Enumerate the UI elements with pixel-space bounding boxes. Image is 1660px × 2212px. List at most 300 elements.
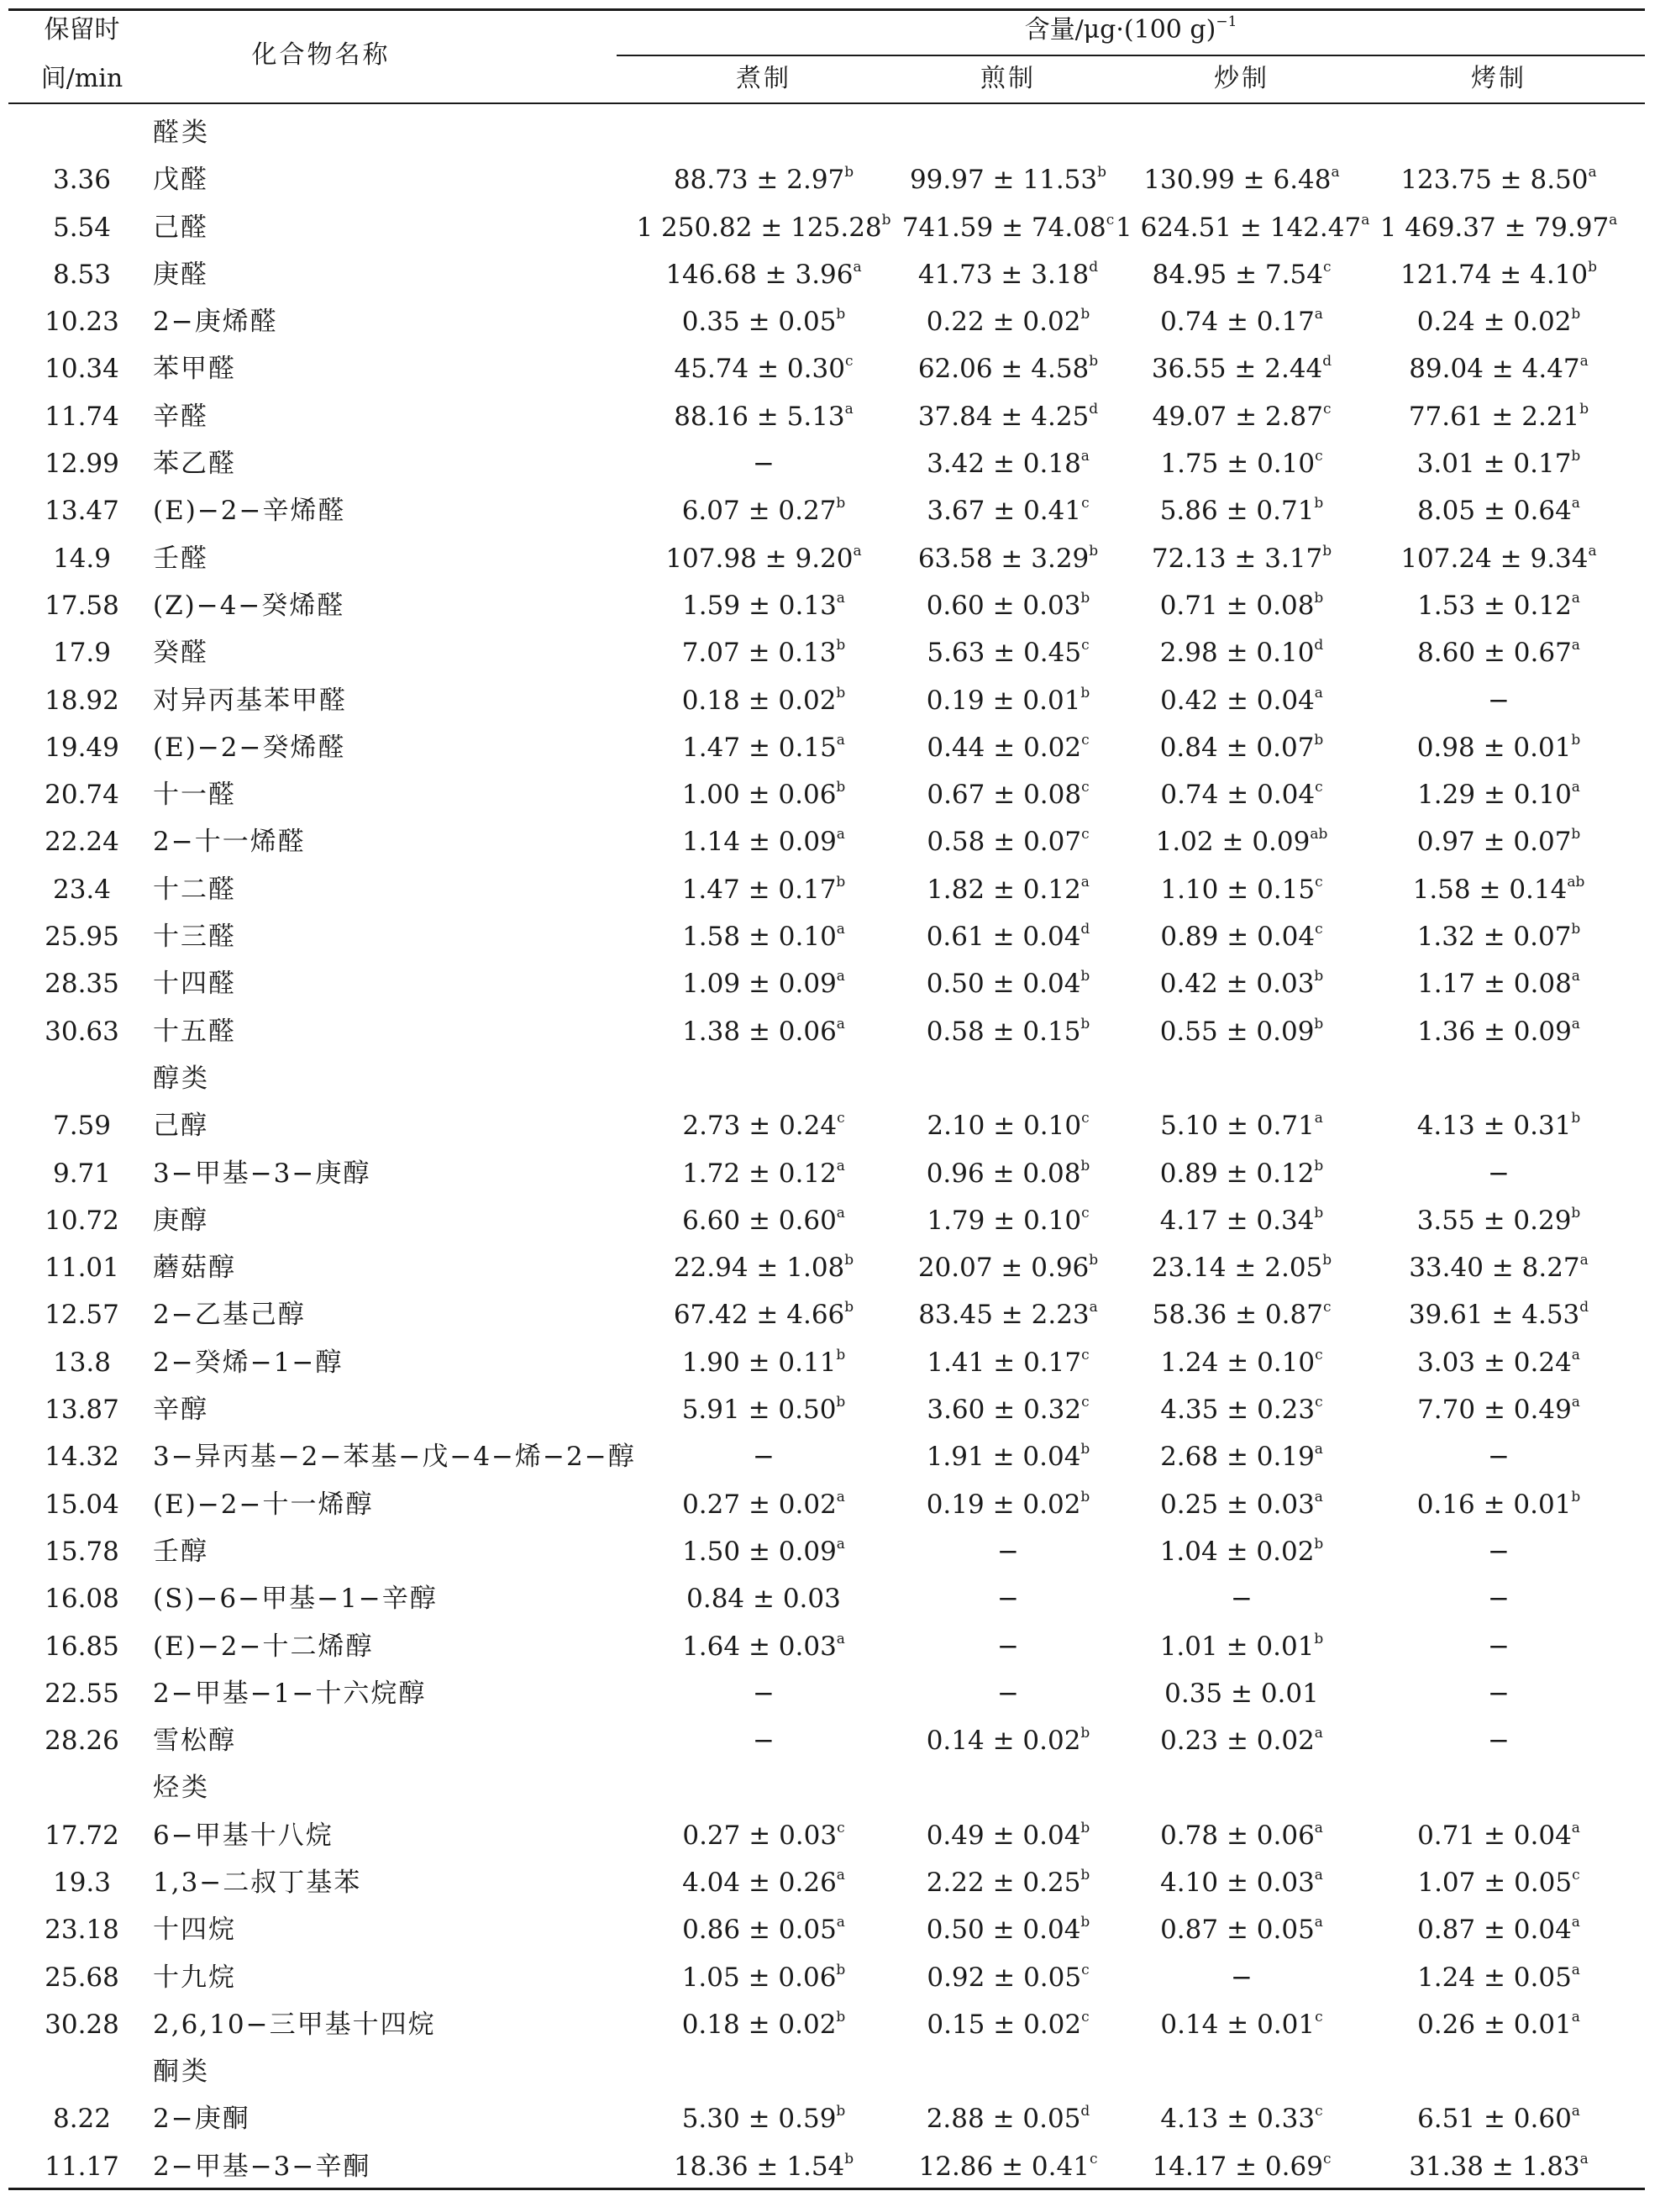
value-boiled xyxy=(617,204,911,251)
compound-name: (E)−2−十一烯醇 xyxy=(153,1489,374,1520)
value-text: 1.05 ± 0.06 xyxy=(681,1962,837,1993)
retention-time: 18.92 xyxy=(45,685,119,716)
significance-letter: a xyxy=(836,1157,845,1174)
compound-name: (E)−2−十二烯醇 xyxy=(153,1631,374,1662)
value-text: 0.26 ± 0.01 xyxy=(1417,2009,1572,2040)
table-row xyxy=(8,1812,1645,1859)
retention-time: 11.17 xyxy=(45,2151,119,2182)
value-stir-fried xyxy=(1116,771,1368,818)
value-stir-fried xyxy=(1116,724,1368,771)
value-text: 1.47 ± 0.17 xyxy=(681,874,837,905)
significance-letter: b xyxy=(836,873,846,891)
value-text: − xyxy=(1488,1678,1510,1709)
value-text: 45.74 ± 0.30 xyxy=(674,354,845,385)
value-text: 1.79 ± 0.10 xyxy=(927,1205,1082,1236)
value-text: 0.58 ± 0.07 xyxy=(927,827,1082,858)
value-stir-fried xyxy=(1116,1197,1368,1244)
significance-letter: a xyxy=(1588,542,1597,560)
significance-letter: a xyxy=(1571,1394,1580,1411)
value-text: − xyxy=(1231,1962,1253,1993)
table-row xyxy=(8,1859,1645,1906)
compound-name: 苯乙醛 xyxy=(153,449,236,480)
value-text: 1.64 ± 0.03 xyxy=(682,1631,837,1662)
value-text: 1.24 ± 0.05 xyxy=(1417,1962,1572,1993)
significance-letter: b xyxy=(1080,1157,1090,1174)
compound-name: 十四烷 xyxy=(153,1915,236,1946)
value-text: 1.72 ± 0.12 xyxy=(682,1158,837,1189)
value-boiled xyxy=(617,1859,911,1906)
significance-letter: a xyxy=(836,1630,845,1647)
significance-letter: a xyxy=(1571,495,1580,512)
value-roasted xyxy=(1353,345,1645,392)
value-boiled xyxy=(617,1291,911,1338)
significance-letter: b xyxy=(836,1346,846,1363)
value-text: − xyxy=(1488,1584,1510,1615)
value-text: 83.45 ± 2.23 xyxy=(918,1300,1090,1331)
value-text: 4.13 ± 0.33 xyxy=(1160,2104,1316,2135)
value-text: 5.63 ± 0.45 xyxy=(927,638,1082,669)
significance-letter: a xyxy=(1588,164,1597,181)
value-text: 1.38 ± 0.06 xyxy=(682,1016,837,1047)
value-text: 0.42 ± 0.04 xyxy=(1160,685,1315,716)
value-pan-fried xyxy=(882,1528,1134,1575)
table-row xyxy=(8,298,1645,345)
value-boiled xyxy=(617,1339,911,1386)
table-row xyxy=(8,1528,1645,1575)
significance-letter: b xyxy=(1080,1015,1090,1032)
value-text: − xyxy=(997,1584,1019,1615)
value-pan-fried xyxy=(882,866,1134,913)
category-row xyxy=(8,2048,1645,2095)
value-pan-fried xyxy=(882,440,1134,487)
value-boiled xyxy=(617,487,911,534)
value-text: 88.73 ± 2.97 xyxy=(673,165,845,196)
value-text: 62.06 ± 4.58 xyxy=(917,354,1090,385)
value-text: 5.86 ± 0.71 xyxy=(1159,496,1315,527)
significance-letter: a xyxy=(836,1866,845,1884)
significance-letter: c xyxy=(1315,1346,1323,1363)
retention-time: 13.8 xyxy=(52,1347,112,1378)
value-stir-fried xyxy=(1116,487,1368,534)
compound-name: 2−庚酮 xyxy=(153,2104,250,2135)
significance-letter: c xyxy=(1315,779,1323,796)
value-pan-fried xyxy=(882,913,1134,960)
value-roasted xyxy=(1353,1481,1645,1528)
value-text: 0.44 ± 0.02 xyxy=(927,732,1082,763)
significance-letter: a xyxy=(1571,779,1580,796)
value-text: 0.58 ± 0.15 xyxy=(926,1016,1081,1047)
value-pan-fried xyxy=(882,724,1134,771)
compound-name: 2−庚烯醛 xyxy=(153,307,278,338)
value-stir-fried xyxy=(1116,204,1368,251)
retention-time: 8.22 xyxy=(52,2104,112,2135)
value-pan-fried xyxy=(882,393,1134,440)
table-row xyxy=(8,818,1645,865)
compound-name: 戊醛 xyxy=(153,165,208,196)
significance-letter: a xyxy=(836,1914,845,1931)
header-compound-name: 化合物名称 xyxy=(251,40,391,70)
content-sub-rule xyxy=(617,55,1645,56)
retention-time: 30.63 xyxy=(45,1016,119,1047)
value-text: − xyxy=(997,1631,1019,1662)
category-row xyxy=(8,1055,1645,1102)
value-roasted xyxy=(1353,913,1645,960)
category-label: 酮类 xyxy=(153,2057,210,2088)
table-row xyxy=(8,1481,1645,1528)
value-pan-fried xyxy=(882,487,1134,534)
significance-letter: c xyxy=(1081,495,1090,512)
significance-letter: a xyxy=(1579,2150,1589,2167)
value-text: 1.58 ± 0.14 xyxy=(1412,874,1568,905)
retention-time: 17.9 xyxy=(52,638,112,669)
value-pan-fried xyxy=(882,298,1134,345)
significance-letter: a xyxy=(1571,1819,1580,1836)
significance-letter: b xyxy=(1571,1110,1581,1127)
significance-letter: a xyxy=(1571,1015,1580,1032)
value-text: 0.84 ± 0.03 xyxy=(686,1584,841,1615)
value-pan-fried xyxy=(882,1812,1134,1859)
value-text: 0.23 ± 0.02 xyxy=(1160,1726,1315,1757)
significance-letter: c xyxy=(1081,637,1090,654)
value-roasted xyxy=(1353,1812,1645,1859)
value-pan-fried xyxy=(882,582,1134,629)
value-text: 1.17 ± 0.08 xyxy=(1417,969,1572,1000)
retention-time: 28.35 xyxy=(45,969,119,1000)
value-text: 3.67 ± 0.41 xyxy=(927,496,1082,527)
value-text: 36.55 ± 2.44 xyxy=(1151,354,1323,385)
value-stir-fried xyxy=(1116,1150,1368,1197)
value-text: 0.87 ± 0.05 xyxy=(1160,1915,1315,1946)
significance-letter: d xyxy=(1080,2103,1090,2120)
value-text: − xyxy=(1231,1584,1253,1615)
significance-letter: b xyxy=(1579,400,1589,418)
value-stir-fried xyxy=(1116,1859,1368,1906)
value-text: 12.86 ± 0.41 xyxy=(918,2151,1090,2182)
table-row xyxy=(8,1623,1645,1670)
compound-name: 2−甲基−1−十六烷醇 xyxy=(153,1678,427,1709)
table-row xyxy=(8,866,1645,913)
category-label: 烃类 xyxy=(153,1773,210,1804)
retention-time: 28.26 xyxy=(45,1726,119,1757)
retention-time: 25.95 xyxy=(45,922,119,953)
value-stir-fried xyxy=(1116,1812,1368,1859)
value-boiled xyxy=(617,393,911,440)
value-text: 4.13 ± 0.31 xyxy=(1416,1111,1572,1142)
compound-name: 十三醛 xyxy=(153,922,236,953)
value-text: 1.50 ± 0.09 xyxy=(682,1536,837,1567)
value-text: 123.75 ± 8.50 xyxy=(1400,165,1589,196)
significance-letter: c xyxy=(1081,1394,1090,1411)
value-boiled xyxy=(617,629,911,676)
retention-time: 8.53 xyxy=(52,259,112,290)
compound-name: 庚醇 xyxy=(153,1205,208,1236)
significance-letter: b xyxy=(1080,589,1090,607)
value-boiled xyxy=(617,582,911,629)
value-pan-fried xyxy=(882,1339,1134,1386)
significance-letter: b xyxy=(1080,684,1090,701)
significance-letter: a xyxy=(1571,968,1580,985)
significance-letter: a xyxy=(1571,1914,1580,1931)
value-roasted xyxy=(1353,440,1645,487)
value-stir-fried xyxy=(1116,440,1368,487)
value-roasted xyxy=(1353,1859,1645,1906)
value-text: 2.10 ± 0.10 xyxy=(927,1111,1082,1142)
value-text: 0.71 ± 0.08 xyxy=(1159,590,1315,621)
significance-letter: c xyxy=(1315,2008,1323,2025)
retention-time: 13.87 xyxy=(45,1395,119,1426)
significance-letter: a xyxy=(1314,1819,1323,1836)
significance-letter: a xyxy=(1089,1299,1098,1316)
value-text: − xyxy=(997,1678,1019,1709)
value-text: 4.04 ± 0.26 xyxy=(682,1867,837,1898)
significance-letter: b xyxy=(1314,968,1324,985)
value-text: 1.47 ± 0.15 xyxy=(682,732,837,763)
table-row xyxy=(8,393,1645,440)
header-rt-line2: 间/min xyxy=(40,64,123,93)
retention-time: 19.49 xyxy=(45,732,119,763)
value-stir-fried xyxy=(1116,1623,1368,1670)
retention-time: 12.99 xyxy=(45,449,119,480)
significance-letter: d xyxy=(1579,1299,1589,1316)
value-text: 58.36 ± 0.87 xyxy=(1152,1300,1323,1331)
value-stir-fried xyxy=(1116,1575,1368,1622)
value-stir-fried xyxy=(1116,1906,1368,1953)
value-roasted xyxy=(1353,1339,1645,1386)
table-row xyxy=(8,1102,1645,1149)
value-text: 0.50 ± 0.04 xyxy=(926,969,1081,1000)
compound-name: 十四醛 xyxy=(153,969,236,1000)
compound-name: 十一醛 xyxy=(153,780,236,811)
compound-name: 3−甲基−3−庚醇 xyxy=(153,1158,371,1189)
significance-letter: c xyxy=(1322,400,1332,418)
value-stir-fried xyxy=(1116,1291,1368,1338)
category-label: 醛类 xyxy=(153,118,210,148)
significance-letter: b xyxy=(1080,1819,1090,1836)
retention-time: 11.74 xyxy=(45,401,119,432)
value-pan-fried xyxy=(882,345,1134,392)
significance-letter: b xyxy=(1089,353,1099,370)
value-text: 0.24 ± 0.02 xyxy=(1416,307,1572,338)
value-stir-fried xyxy=(1116,1102,1368,1149)
value-text: 31.38 ± 1.83 xyxy=(1409,2151,1580,2182)
value-roasted xyxy=(1353,1954,1645,2001)
table-row xyxy=(8,677,1645,724)
value-stir-fried xyxy=(1116,298,1368,345)
significance-letter: c xyxy=(1315,921,1323,938)
value-roasted xyxy=(1353,1670,1645,1717)
significance-letter: b xyxy=(836,495,846,512)
value-text: 107.24 ± 9.34 xyxy=(1400,543,1589,574)
significance-letter: b xyxy=(1314,731,1324,749)
value-roasted xyxy=(1353,582,1645,629)
table-row xyxy=(8,156,1645,203)
compound-name: 2−十一烯醛 xyxy=(153,827,306,858)
table-row xyxy=(8,1244,1645,1291)
retention-time: 10.23 xyxy=(45,307,119,338)
retention-time: 16.08 xyxy=(45,1584,119,1615)
value-text: 1.00 ± 0.06 xyxy=(681,780,837,811)
value-boiled xyxy=(617,298,911,345)
significance-letter: c xyxy=(1322,1299,1332,1316)
value-text: 2.73 ± 0.24 xyxy=(682,1111,838,1142)
significance-letter: b xyxy=(844,164,854,181)
compound-name: 2−癸烯−1−醇 xyxy=(153,1347,344,1378)
significance-letter: a xyxy=(853,542,862,560)
significance-letter: c xyxy=(1322,2150,1332,2167)
significance-letter: a xyxy=(844,400,854,418)
retention-time: 25.68 xyxy=(45,1962,119,1993)
value-text: 1 250.82 ± 125.28 xyxy=(636,212,882,243)
value-boiled xyxy=(617,2095,911,2142)
value-text: 88.16 ± 5.13 xyxy=(674,401,845,432)
value-text: 146.68 ± 3.96 xyxy=(665,259,854,290)
compound-name: 蘑菇醇 xyxy=(153,1253,236,1284)
table-row xyxy=(8,1575,1645,1622)
value-text: 0.27 ± 0.03 xyxy=(682,1820,838,1851)
significance-letter: c xyxy=(1315,1394,1323,1411)
value-text: 1.09 ± 0.09 xyxy=(682,969,837,1000)
significance-letter: b xyxy=(836,306,846,323)
compound-name: 辛醇 xyxy=(153,1395,208,1426)
significance-letter: b xyxy=(1080,1725,1090,1742)
value-text: 3.42 ± 0.18 xyxy=(927,449,1081,480)
value-stir-fried xyxy=(1116,1481,1368,1528)
value-roasted xyxy=(1353,1150,1645,1197)
value-boiled xyxy=(617,1717,911,1764)
value-text: − xyxy=(1488,1158,1510,1189)
significance-letter: b xyxy=(844,1252,854,1269)
significance-letter: a xyxy=(1571,1346,1580,1363)
retention-time: 19.3 xyxy=(52,1867,112,1898)
value-text: − xyxy=(753,1726,775,1757)
value-boiled xyxy=(617,960,911,1007)
significance-letter: b xyxy=(1314,1630,1324,1647)
value-text: 1.32 ± 0.07 xyxy=(1416,922,1572,953)
retention-time: 22.24 xyxy=(45,827,119,858)
value-pan-fried xyxy=(882,1008,1134,1055)
value-text: 1.53 ± 0.12 xyxy=(1417,590,1572,621)
compound-name: 苯甲醛 xyxy=(153,354,236,385)
value-text: 0.35 ± 0.01 xyxy=(1164,1678,1319,1709)
value-text: 33.40 ± 8.27 xyxy=(1409,1253,1580,1284)
value-text: 5.91 ± 0.50 xyxy=(681,1395,837,1426)
table-row xyxy=(8,1906,1645,1953)
value-stir-fried xyxy=(1116,629,1368,676)
significance-letter: c xyxy=(1081,2008,1090,2025)
value-stir-fried xyxy=(1116,1717,1368,1764)
value-boiled xyxy=(617,724,911,771)
value-stir-fried xyxy=(1116,2143,1368,2190)
value-roasted xyxy=(1353,1575,1645,1622)
value-roasted xyxy=(1353,393,1645,440)
value-text: 2.88 ± 0.05 xyxy=(926,2104,1081,2135)
significance-letter: b xyxy=(1571,826,1581,843)
value-text: 1.02 ± 0.09 xyxy=(1155,827,1311,858)
significance-letter: a xyxy=(1361,211,1370,229)
value-boiled xyxy=(617,1575,911,1622)
compound-name: 十二醛 xyxy=(153,874,236,905)
retention-time: 15.78 xyxy=(45,1536,119,1567)
table-row xyxy=(8,2001,1645,2048)
value-text: 741.59 ± 74.08 xyxy=(901,212,1106,243)
value-text: 18.36 ± 1.54 xyxy=(673,2151,845,2182)
value-stir-fried xyxy=(1116,818,1368,865)
significance-letter: a xyxy=(1571,637,1580,654)
value-boiled xyxy=(617,440,911,487)
value-text: 5.30 ± 0.59 xyxy=(681,2104,837,2135)
header-method-pan-fried: 煎制 xyxy=(980,64,1036,93)
value-roasted xyxy=(1353,629,1645,676)
value-text: 6.51 ± 0.60 xyxy=(1417,2104,1572,2135)
significance-letter: a xyxy=(1571,2103,1580,2120)
value-pan-fried xyxy=(882,1575,1134,1622)
compound-name: 壬醇 xyxy=(153,1536,208,1567)
significance-letter: b xyxy=(881,211,891,229)
value-text: 0.89 ± 0.12 xyxy=(1159,1158,1315,1189)
compound-name: 癸醛 xyxy=(153,638,208,669)
retention-time: 23.4 xyxy=(52,874,112,905)
table-row xyxy=(8,913,1645,960)
significance-letter: a xyxy=(1314,1725,1323,1742)
significance-letter: c xyxy=(1315,873,1323,891)
retention-time: 30.28 xyxy=(45,2009,119,2040)
compound-name: (S)−6−甲基−1−辛醇 xyxy=(153,1584,438,1615)
retention-time: 3.36 xyxy=(52,165,112,196)
compound-name: (Z)−4−癸烯醛 xyxy=(153,590,345,621)
table-row xyxy=(8,1291,1645,1338)
compound-name: 己醛 xyxy=(153,212,208,243)
value-pan-fried xyxy=(882,535,1134,582)
value-pan-fried xyxy=(882,771,1134,818)
value-stir-fried xyxy=(1116,677,1368,724)
value-text: 0.25 ± 0.03 xyxy=(1160,1489,1315,1520)
compound-name: 3−异丙基−2−苯基−戊−4−烯−2−醇 xyxy=(153,1442,636,1473)
significance-letter: ab xyxy=(1567,873,1585,891)
value-text: 6.07 ± 0.27 xyxy=(681,496,837,527)
value-text: − xyxy=(753,449,775,480)
value-text: 1.82 ± 0.12 xyxy=(927,874,1081,905)
table-row xyxy=(8,535,1645,582)
value-text: 0.49 ± 0.04 xyxy=(926,1820,1081,1851)
value-boiled xyxy=(617,2143,911,2190)
significance-letter: a xyxy=(1579,1252,1589,1269)
value-text: 1.59 ± 0.13 xyxy=(682,590,837,621)
retention-time: 12.57 xyxy=(45,1300,119,1331)
table-row xyxy=(8,1670,1645,1717)
value-pan-fried xyxy=(882,960,1134,1007)
significance-letter: b xyxy=(1571,731,1581,749)
value-roasted xyxy=(1353,1386,1645,1433)
value-boiled xyxy=(617,1670,911,1717)
value-text: 0.71 ± 0.04 xyxy=(1417,1820,1572,1851)
value-stir-fried xyxy=(1116,866,1368,913)
value-roasted xyxy=(1353,156,1645,203)
significance-letter: b xyxy=(1571,1204,1581,1222)
significance-letter: a xyxy=(1314,1488,1323,1505)
value-roasted xyxy=(1353,204,1645,251)
value-text: 0.18 ± 0.02 xyxy=(681,2009,837,2040)
significance-letter: b xyxy=(1314,1204,1324,1222)
value-text: 6.60 ± 0.60 xyxy=(682,1205,837,1236)
value-text: 1.90 ± 0.11 xyxy=(681,1347,837,1378)
value-text: 0.16 ± 0.01 xyxy=(1416,1489,1572,1520)
significance-letter: b xyxy=(1314,495,1324,512)
value-roasted xyxy=(1353,2001,1645,2048)
value-stir-fried xyxy=(1116,393,1368,440)
table-row xyxy=(8,251,1645,298)
value-text: 0.50 ± 0.04 xyxy=(926,1915,1081,1946)
value-text: 37.84 ± 4.25 xyxy=(917,401,1090,432)
